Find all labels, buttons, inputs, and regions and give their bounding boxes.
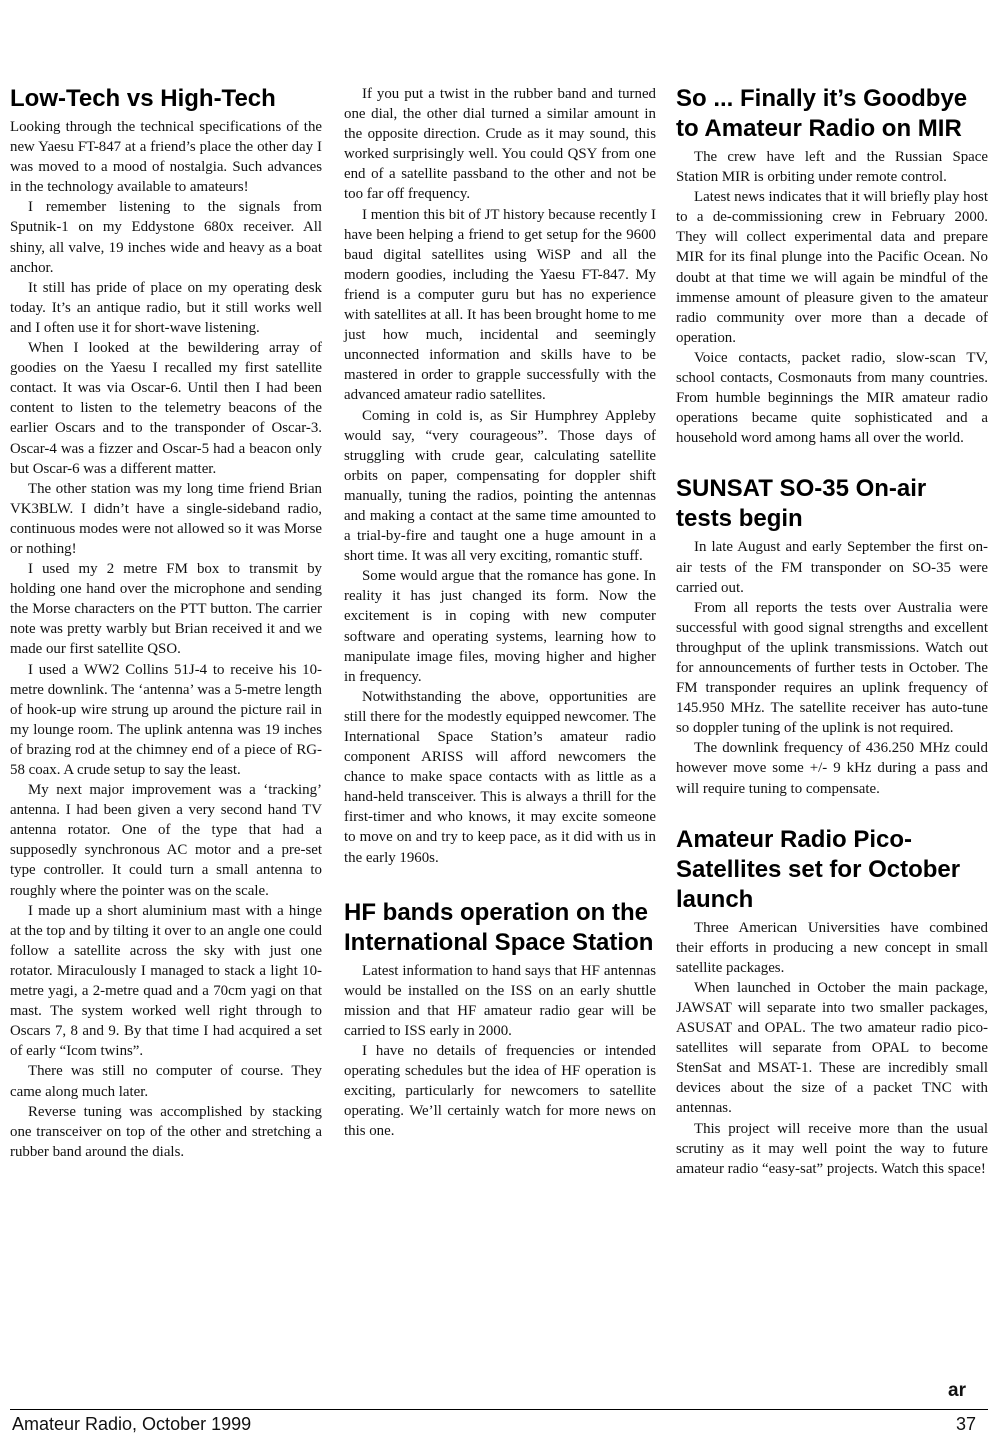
section-gap	[344, 868, 656, 898]
paragraph: From all reports the tests over Australia were successful with good signal strengths and excellent throughput of the uplink transmissions. Watch out for announcements of further tests in October. The FM transponder requires an uplink frequency of 145.950 MHz. The satellite receiver has auto-tune so doppler tuning of the uplink is not required.	[676, 599, 988, 737]
paragraph: There was still no computer of course. They came along much later.	[10, 1063, 322, 1100]
end-of-article-mark: ar	[948, 1380, 966, 1401]
column-2	[344, 84, 656, 1142]
paragraph: This project will receive more than the usual scrutiny as it may well point the way to future amateur radio “easy-sat” projects. Watch this space!	[676, 1120, 988, 1177]
paragraph: Latest news indicates that it will briefly play host to a de-commissioning crew in February 2000. They will collect experimental data and prepare MIR for its final plunge into the Pacific Ocean. No doubt at that time we will again be mindful of the immense amount of pleasure given to the amateur radio community over more than a decade of operation.	[676, 189, 988, 346]
section-gap	[676, 448, 988, 474]
paragraph: I made up a short aluminium mast with a hinge at the top and by tilting it over to an angle one could follow a satellite across the sky with just one rotator. Miraculously I managed to stack a light 10-metre yagi, a 2-metre quad and a 70cm yagi on that mast. The system worked well right through to Oscars 7, 8 and 9. By that time I had acquired a set of early “Icom twins”.	[10, 902, 322, 1060]
paragraph: I used my 2 metre FM box to transmit by holding one hand over the microphone and sending the Morse characters on the PTT button. The carrier note was pretty warbly but Brian received it and we made our first satellite QSO.	[10, 561, 322, 658]
footer-rule	[10, 1409, 988, 1410]
paragraph: My next major improvement was a ‘tracking’ antenna. I had been given a very second hand TV antenna rotator. One of the type that had a supposedly synchronous AC motor and a pre-set type controller. It could turn a small antenna to roughly where the pointer was on the scale.	[10, 782, 322, 899]
paragraph: When launched in October the main package, JAWSAT will separate into two smaller packages, ASUSAT and OPAL. The two amateur radio pico-satellites will separate from OPAL to become StenSat and MSAT-1. These are incredibly small devices about the size of a packet TNC with antennas.	[676, 979, 988, 1117]
paragraph: Coming in cold is, as Sir Humphrey Appleby would say, “very courageous”. Those days of struggling with crude gear, calculating satellite orbits on paper, compensating for doppler shift manually, tuning the radios, pointing the antennas and making a contact at the same time amounted to a trial-by-fire and taught one a huge amount in a short time. It was all very exciting, romantic stuff.	[344, 407, 656, 565]
paragraph: If you put a twist in the rubber band and turned one dial, the other dial turned a similar amount in the opposite direction. Crude as it may sound, this worked surprisingly well. You could QSY from one end of a satellite passband to the other and not be too far off frequency.	[344, 86, 656, 203]
paragraph: It still has pride of place on my operating desk today. It’s an antique radio, but it still works well and I often use it for short-wave listening.	[10, 279, 322, 336]
paragraph: Three American Universities have combined their efforts in producing a new concept in small satellite packages.	[676, 919, 988, 976]
column-1	[10, 84, 322, 1162]
paragraph: The downlink frequency of 436.250 MHz could however move some +/- 9 kHz during a pass and will require tuning to compensate.	[676, 740, 988, 797]
section-gap	[676, 799, 988, 825]
paragraph: In late August and early September the first on-air tests of the FM transponder on SO-35 were carried out.	[676, 539, 988, 596]
paragraph: Voice contacts, packet radio, slow-scan TV, school contacts, Cosmonauts from many countries. From humble beginnings the MIR amateur radio operations became quite sophisticated and a household word among hams all over the world.	[676, 349, 988, 447]
paragraph: Reverse tuning was accomplished by stacking one transceiver on top of the other and stretching a rubber band around the dials.	[10, 1103, 322, 1160]
paragraph: When I looked at the bewildering array of goodies on the Yaesu I recalled my first satellite contact. It was via Oscar-6. Until then I had been content to listen to the telemetry beacons of the earlier Oscars and to the transponder of Oscar-3. Oscar-4 was a fizzer and Oscar-5 had a beacon only but Oscar-6 was a different matter.	[10, 340, 322, 477]
article-title-mir: So ... Finally it’s Goodbye to Amateur Radio on MIR	[676, 85, 968, 142]
paragraph: Some would argue that the romance has gone. In reality it has just changed its form. Now the excitement is in coping with new computer software and operating systems, learning how to manipulate image files, moving higher and higher in frequency.	[344, 568, 656, 685]
paragraph: Notwithstanding the above, opportunities are still there for the modestly equipped newcomer. The International Space Station’s amateur radio component ARISS will afford newcomers the chance to make space contacts with as little as a hand-held transceiver. This is always a thrill for the first-timer and who knows, it may excite someone to move on and try to keep pace, as it did with us in the early 1960s.	[344, 688, 656, 866]
paragraph: I mention this bit of JT history because recently I have been helping a friend to get setup for the 9600 baud digital satellites using WiSP and all the modern goodies, including the Yaesu FT-847. My friend is a computer guru but has no experience with satellites at all. It has been brought home to me just how much, incidental and seemingly unconnected information and skills have to be mastered in order to grapple successfully with the advanced amateur radio satellites.	[344, 206, 656, 404]
article-title-sunsat: SUNSAT SO-35 On-air tests begin	[676, 475, 927, 533]
paragraph: I remember listening to the signals from Sputnik-1 on my Eddystone 680x receiver. All shiny, all valve, 19 inches wide and heavy as a boat anchor.	[10, 199, 322, 276]
paragraph: The other station was my long time friend Brian VK3BLW. I didn’t have a single-sideband radio, continuous modes were not allowed so it was Morse or nothing!	[10, 480, 322, 557]
paragraph: The crew have left and the Russian Space Station MIR is orbiting under remote control.	[676, 149, 988, 186]
paragraph: Latest information to hand says that HF antennas would be installed on the ISS on an early shuttle mission and that HF amateur radio gear will be carried to ISS early in 2000.	[344, 962, 656, 1039]
paragraph: I have no details of frequencies or intended operating schedules but the idea of HF operation is exciting, particularly for newcomers to satellite operating. We’ll certainly watch for more news on this one.	[344, 1043, 656, 1140]
article-title-pico: Amateur Radio Pico-Satellites set for October launch	[676, 825, 961, 913]
paragraph: I used a WW2 Collins 51J-4 to receive his 10-metre downlink. The ‘antenna’ was a 5-metre length of hook-up wire strung up around the picture rail in my lounge room. The uplink antenna was 19 inches of brazing rod at the chimney end of a piece of RG-58 coax. A crude setup to say the least.	[10, 661, 322, 778]
article-title-lowtech: Low-Tech vs High-Tech	[10, 85, 276, 112]
footer-page-number: 37	[956, 1414, 977, 1434]
article-title-hfbands: HF bands operation on the International Space Station	[344, 898, 654, 956]
footer-publication: Amateur Radio, October 1999	[12, 1414, 252, 1434]
column-3	[676, 84, 988, 1179]
paragraph: Looking through the technical specifications of the new Yaesu FT-847 at a friend’s place the other day I was moved to a mood of nostalgia. Such advances in the technology available to amateurs!	[10, 119, 322, 196]
